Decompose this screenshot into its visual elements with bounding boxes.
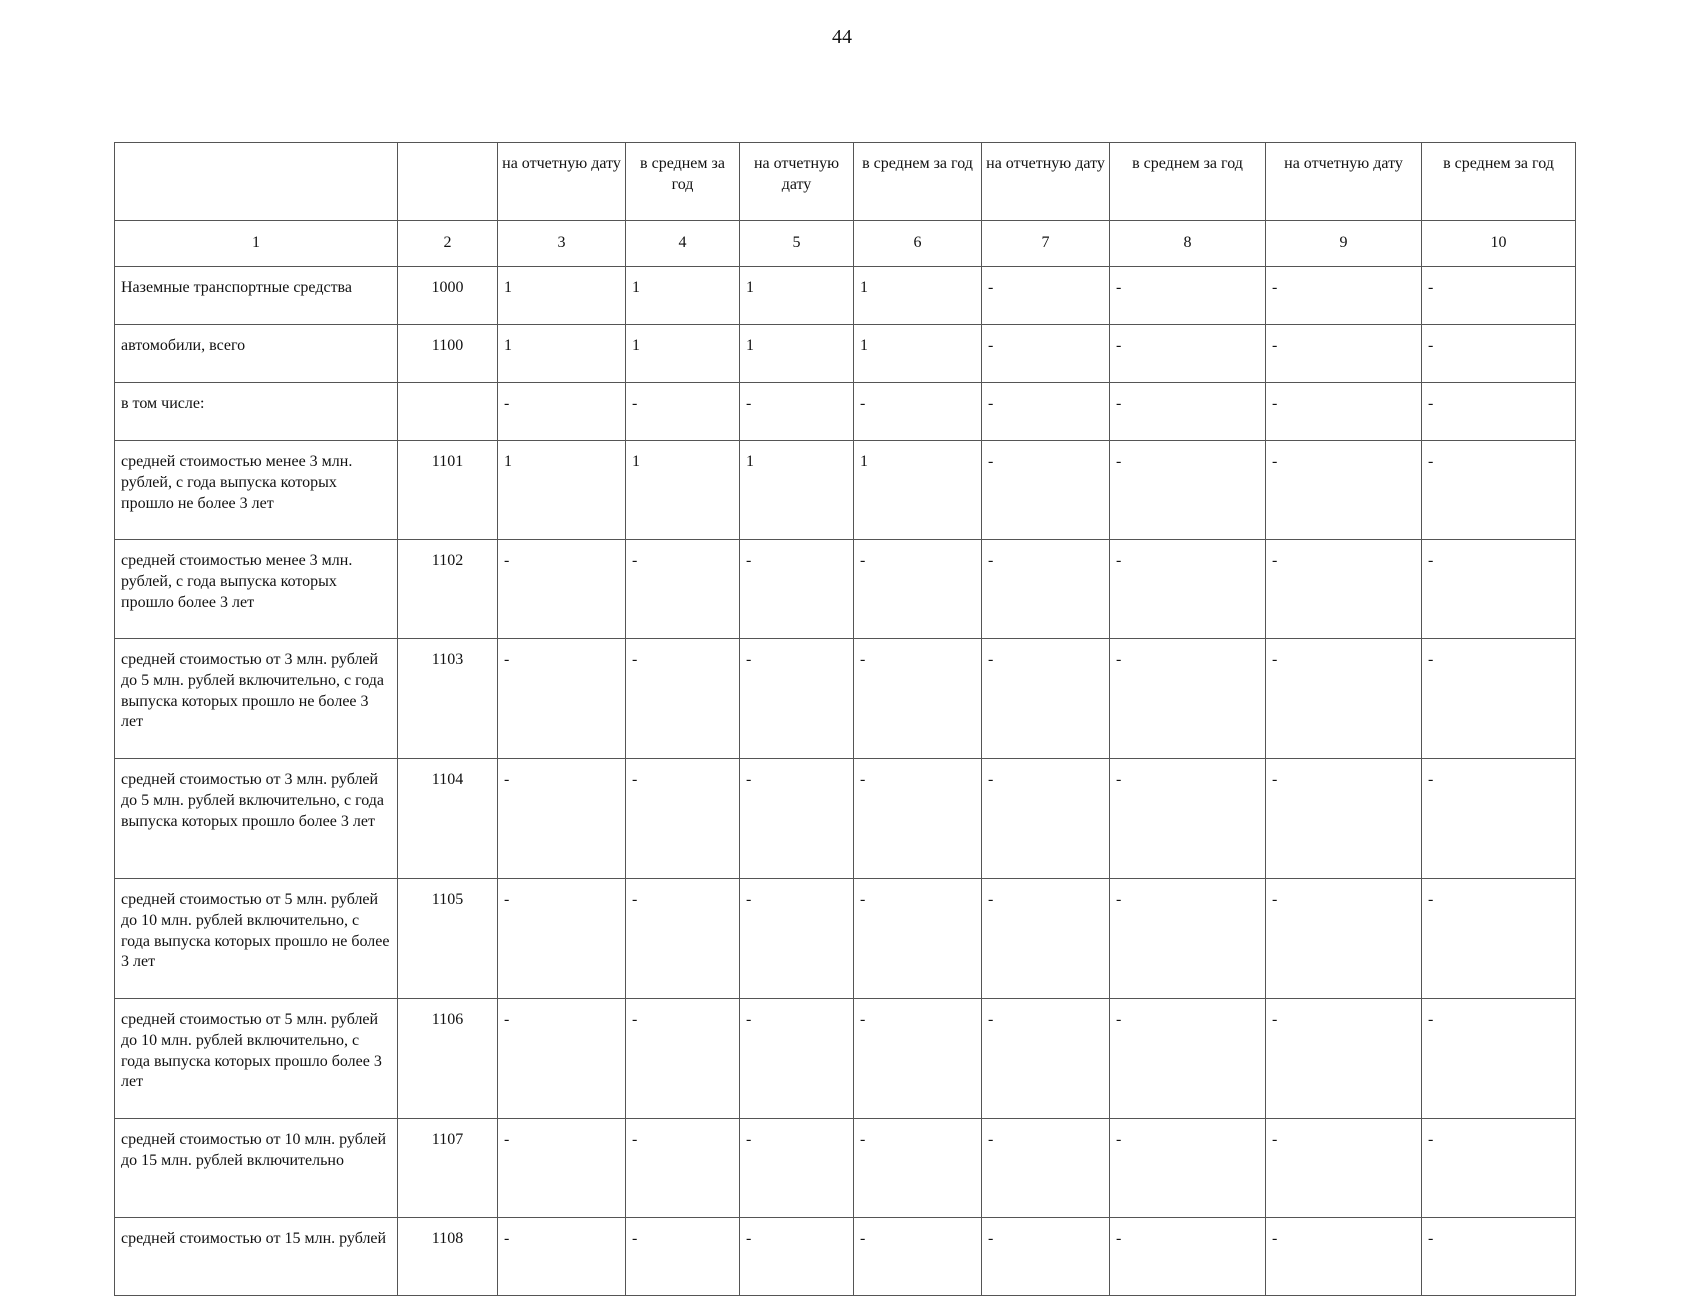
value-cell: 1 [498, 441, 626, 540]
table-row [115, 325, 1576, 383]
header-row [115, 143, 1576, 221]
row-code: 1108 [398, 1218, 498, 1296]
column-number: 8 [1110, 221, 1266, 267]
column-number: 5 [740, 221, 854, 267]
table-row [115, 383, 1576, 441]
column-number: 2 [398, 221, 498, 267]
value-cell: - [1422, 325, 1576, 383]
table-row [115, 540, 1576, 639]
value-cell: - [1422, 383, 1576, 441]
value-cell: - [1422, 1218, 1576, 1296]
value-cell: - [982, 325, 1110, 383]
value-cell: - [982, 1119, 1110, 1218]
value-cell: - [854, 383, 982, 441]
value-cell: - [740, 1218, 854, 1296]
header-cell: на отчетную дату [1266, 143, 1422, 221]
value-cell: - [982, 879, 1110, 999]
value-cell: 1 [854, 441, 982, 540]
value-cell: - [740, 999, 854, 1119]
value-cell: - [1110, 1218, 1266, 1296]
value-cell: - [854, 1218, 982, 1296]
value-cell: 1 [626, 267, 740, 325]
value-cell: - [740, 879, 854, 999]
value-cell: - [1110, 999, 1266, 1119]
value-cell: - [1110, 540, 1266, 639]
value-cell: 1 [626, 441, 740, 540]
value-cell: - [1266, 540, 1422, 639]
value-cell: - [854, 1119, 982, 1218]
value-cell: - [626, 383, 740, 441]
header-cell: на отчетную дату [982, 143, 1110, 221]
value-cell: - [498, 759, 626, 879]
row-code: 1107 [398, 1119, 498, 1218]
table-row [115, 1218, 1576, 1296]
value-cell: - [1266, 1218, 1422, 1296]
value-cell: - [626, 759, 740, 879]
value-cell: 1 [498, 325, 626, 383]
value-cell: 1 [626, 325, 740, 383]
value-cell: - [1422, 879, 1576, 999]
header-cell: в среднем за год [626, 143, 740, 221]
value-cell: - [982, 639, 1110, 759]
value-cell: - [1422, 639, 1576, 759]
table-row [115, 639, 1576, 759]
table-row [115, 879, 1576, 999]
value-cell: - [1422, 267, 1576, 325]
row-label: средней стоимостью менее 3 млн. рублей, с года выпуска которых прошло более 3 лет [115, 540, 398, 639]
value-cell: - [854, 540, 982, 639]
row-label: средней стоимостью от 10 млн. рублей до 15 млн. рублей включительно [115, 1119, 398, 1218]
value-cell: 1 [498, 267, 626, 325]
value-cell: - [1266, 639, 1422, 759]
value-cell: - [982, 999, 1110, 1119]
value-cell: - [1110, 441, 1266, 540]
header-cell: на отчетную дату [498, 143, 626, 221]
row-code [398, 383, 498, 441]
row-label: средней стоимостью от 5 млн. рублей до 10 млн. рублей включительно, с года выпуска которых прошло не более 3 лет [115, 879, 398, 999]
value-cell: - [1110, 879, 1266, 999]
row-label: средней стоимостью от 3 млн. рублей до 5 млн. рублей включительно, с года выпуска которых прошло более 3 лет [115, 759, 398, 879]
value-cell: 1 [854, 325, 982, 383]
table-row [115, 441, 1576, 540]
row-label: средней стоимостью от 5 млн. рублей до 10 млн. рублей включительно, с года выпуска которых прошло более 3 лет [115, 999, 398, 1119]
value-cell: - [982, 759, 1110, 879]
value-cell: - [498, 383, 626, 441]
value-cell: - [626, 639, 740, 759]
row-label: автомобили, всего [115, 325, 398, 383]
value-cell: - [1110, 639, 1266, 759]
vehicles-table [114, 142, 1576, 1296]
value-cell: - [1266, 383, 1422, 441]
value-cell: 1 [854, 267, 982, 325]
value-cell: - [854, 639, 982, 759]
column-number: 1 [115, 221, 398, 267]
value-cell: - [740, 540, 854, 639]
header-cell: в среднем за год [1422, 143, 1576, 221]
value-cell: - [740, 383, 854, 441]
value-cell: - [1110, 325, 1266, 383]
column-number: 10 [1422, 221, 1576, 267]
value-cell: 1 [740, 325, 854, 383]
value-cell: - [982, 1218, 1110, 1296]
row-code: 1104 [398, 759, 498, 879]
value-cell: - [626, 879, 740, 999]
value-cell: - [1266, 267, 1422, 325]
row-label: средней стоимостью от 15 млн. рублей [115, 1218, 398, 1296]
row-code: 1103 [398, 639, 498, 759]
table-row [115, 999, 1576, 1119]
row-code: 1000 [398, 267, 498, 325]
value-cell: - [626, 540, 740, 639]
value-cell: - [1422, 441, 1576, 540]
row-code: 1102 [398, 540, 498, 639]
value-cell: - [1266, 999, 1422, 1119]
value-cell: 1 [740, 267, 854, 325]
value-cell: - [854, 879, 982, 999]
value-cell: - [982, 441, 1110, 540]
column-number: 6 [854, 221, 982, 267]
value-cell: - [854, 999, 982, 1119]
row-code: 1101 [398, 441, 498, 540]
row-code: 1105 [398, 879, 498, 999]
value-cell: - [982, 383, 1110, 441]
value-cell: - [626, 999, 740, 1119]
value-cell: - [626, 1218, 740, 1296]
value-cell: - [498, 1218, 626, 1296]
value-cell: - [740, 759, 854, 879]
row-label: в том числе: [115, 383, 398, 441]
value-cell: - [1266, 325, 1422, 383]
value-cell: 1 [740, 441, 854, 540]
column-number: 9 [1266, 221, 1422, 267]
value-cell: - [1266, 879, 1422, 999]
header-cell [398, 143, 498, 221]
value-cell: - [1110, 267, 1266, 325]
row-label: средней стоимостью менее 3 млн. рублей, с года выпуска которых прошло не более 3 лет [115, 441, 398, 540]
page-number: 44 [832, 26, 852, 48]
value-cell: - [498, 879, 626, 999]
row-label: Наземные транспортные средства [115, 267, 398, 325]
value-cell: - [1266, 441, 1422, 540]
value-cell: - [1422, 759, 1576, 879]
row-code: 1100 [398, 325, 498, 383]
table-row [115, 267, 1576, 325]
row-code: 1106 [398, 999, 498, 1119]
value-cell: - [498, 639, 626, 759]
column-number: 7 [982, 221, 1110, 267]
column-number: 4 [626, 221, 740, 267]
value-cell: - [1266, 1119, 1422, 1218]
column-number-row [115, 221, 1576, 267]
value-cell: - [626, 1119, 740, 1218]
value-cell: - [1422, 540, 1576, 639]
value-cell: - [1422, 999, 1576, 1119]
value-cell: - [740, 1119, 854, 1218]
value-cell: - [854, 759, 982, 879]
value-cell: - [1110, 383, 1266, 441]
table-row [115, 759, 1576, 879]
header-cell: в среднем за год [1110, 143, 1266, 221]
value-cell: - [982, 267, 1110, 325]
header-cell: в среднем за год [854, 143, 982, 221]
value-cell: - [740, 639, 854, 759]
value-cell: - [498, 1119, 626, 1218]
value-cell: - [1266, 759, 1422, 879]
column-number: 3 [498, 221, 626, 267]
value-cell: - [982, 540, 1110, 639]
value-cell: - [1110, 759, 1266, 879]
header-cell: на отчетную дату [740, 143, 854, 221]
header-cell [115, 143, 398, 221]
table-row [115, 1119, 1576, 1218]
row-label: средней стоимостью от 3 млн. рублей до 5 млн. рублей включительно, с года выпуска которых прошло не более 3 лет [115, 639, 398, 759]
value-cell: - [498, 999, 626, 1119]
value-cell: - [1422, 1119, 1576, 1218]
value-cell: - [1110, 1119, 1266, 1218]
value-cell: - [498, 540, 626, 639]
